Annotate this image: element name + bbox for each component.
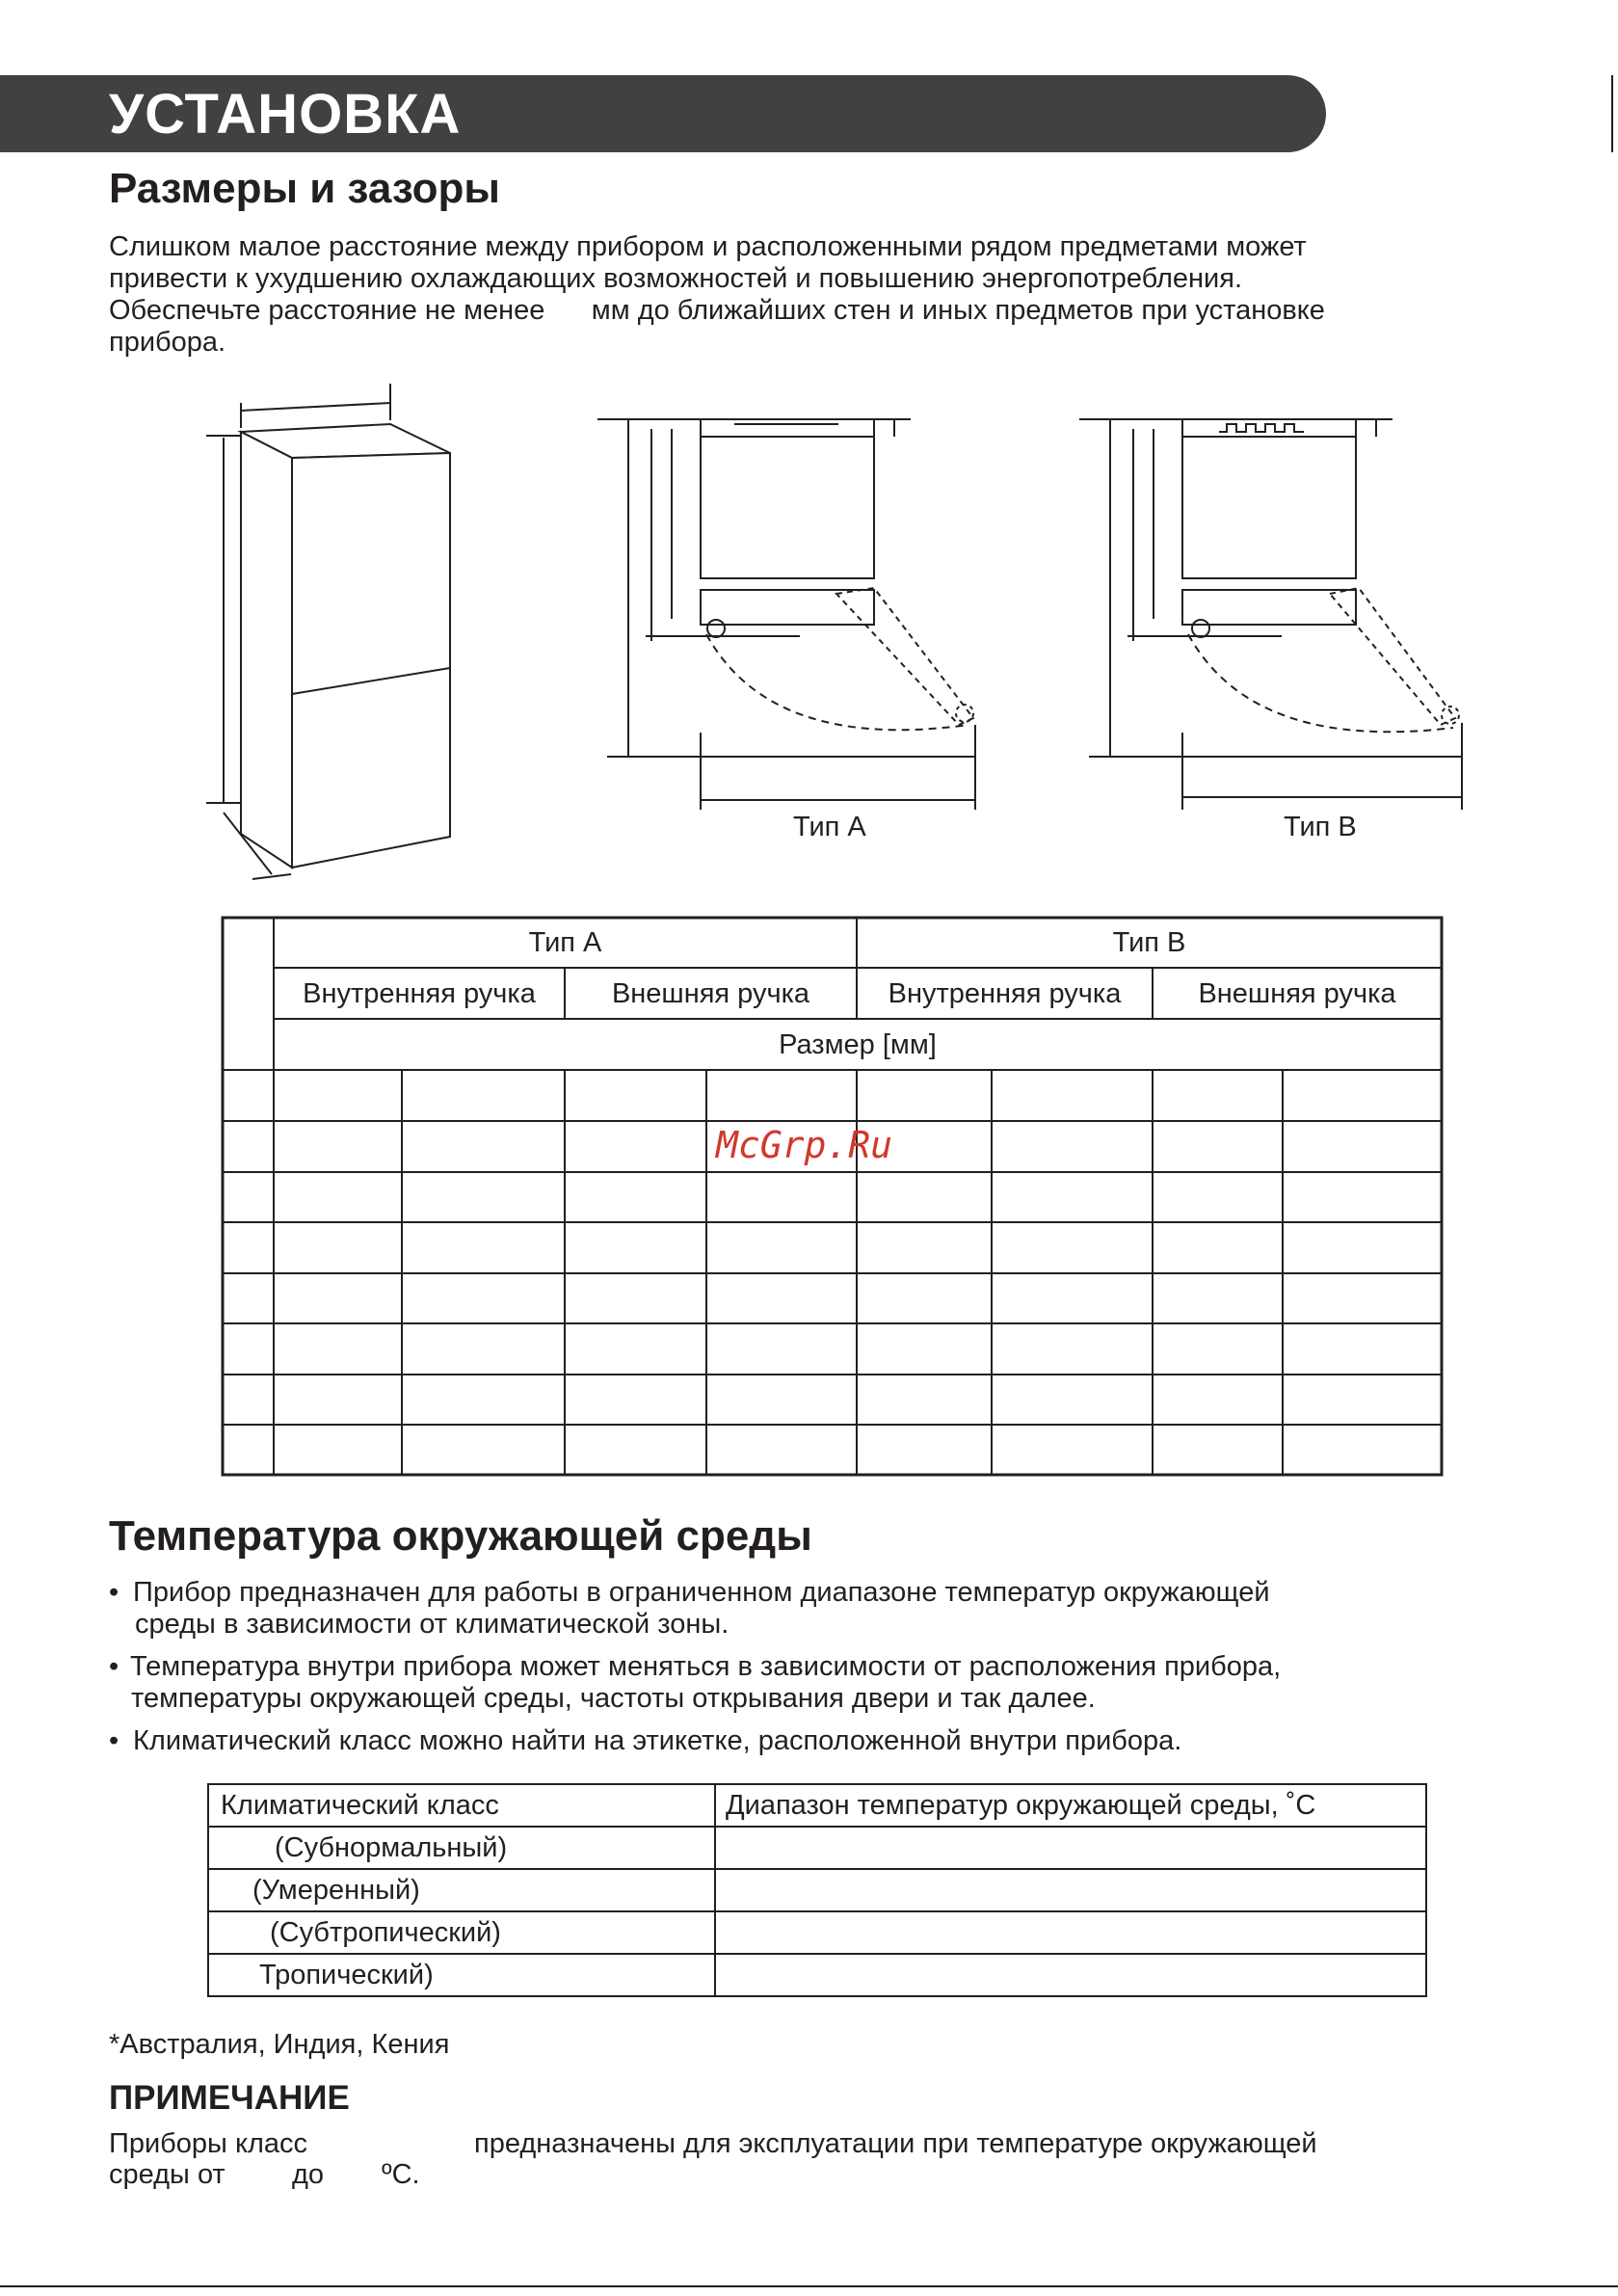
table-row bbox=[208, 1784, 1426, 1827]
note-line1-left: Приборы класс bbox=[109, 2128, 308, 2159]
note-line1-right: предназначены для эксплуатации при температуре окружающей bbox=[474, 2128, 1317, 2159]
table-subheader: Внутренняя ручка bbox=[303, 978, 536, 1009]
climate-class-cell: (Субтропический) bbox=[208, 1911, 715, 1954]
temperature-range-cell bbox=[715, 1954, 1426, 1996]
page-title: УСТАНОВКА bbox=[109, 83, 462, 146]
temperature-range-cell bbox=[715, 1827, 1426, 1869]
footnote: *Австралия, Индия, Кения bbox=[109, 2029, 450, 2060]
table-row bbox=[208, 1827, 1426, 1869]
diagram-label-type-a: Тип A bbox=[793, 812, 866, 842]
table-subheader: Внешняя ручка bbox=[1198, 978, 1396, 1009]
bullet-icon: • bbox=[109, 1651, 119, 1682]
climate-class-cell: Тропический) bbox=[208, 1954, 715, 1996]
table-size-row: Размер [мм] bbox=[779, 1029, 937, 1060]
table-subheader: Внутренняя ручка bbox=[888, 978, 1122, 1009]
paragraph-line: Обеспечьте расстояние не менее мм до ближайших стен и иных предметов при установке bbox=[109, 295, 1325, 326]
table-header-cell: Диапазон температур окружающей среды, ˚C bbox=[715, 1784, 1426, 1827]
section-heading-ambient-temperature: Температура окружающей среды bbox=[109, 1512, 812, 1560]
table-header-cell: Климатический класс bbox=[208, 1784, 715, 1827]
table-subheader: Внешняя ручка bbox=[611, 978, 810, 1009]
section-heading-dimensions: Размеры и зазоры bbox=[109, 165, 500, 212]
paragraph-line: прибора. bbox=[109, 327, 226, 358]
bullet-icon: • bbox=[109, 1725, 119, 1756]
note-line2-part: ºC. bbox=[382, 2159, 420, 2190]
paragraph-line: привести к ухудшению охлаждающих возможностей и повышению энергопотребления. bbox=[109, 263, 1243, 294]
bullet-item: • Прибор предназначен для работы в ограниченном диапазоне температур окружающей среды в зависимости от климатической зоны. bbox=[109, 1577, 1270, 1640]
table-row bbox=[208, 1954, 1426, 1996]
note-line2-part: среды от bbox=[109, 2159, 225, 2190]
climate-class-cell: (Умеренный) bbox=[208, 1869, 715, 1911]
temperature-range-cell bbox=[715, 1869, 1426, 1911]
temperature-range-cell bbox=[715, 1911, 1426, 1954]
footer-rule bbox=[0, 2285, 1618, 2287]
climate-class-table bbox=[207, 1783, 1427, 1997]
table-header-type-b: Тип B bbox=[1112, 927, 1186, 958]
bullet-icon: • bbox=[109, 1577, 119, 1608]
bullet-item: • Температура внутри прибора может меняться в зависимости от расположения прибора, температуры окружающей среды, частоты открывания двери и так далее. bbox=[109, 1651, 1282, 1714]
table-row bbox=[208, 1911, 1426, 1954]
table-row bbox=[208, 1869, 1426, 1911]
watermark: McGrp.Ru bbox=[716, 1124, 893, 1166]
note-heading: ПРИМЕЧАНИЕ bbox=[109, 2079, 350, 2117]
paragraph-line: Слишком малое расстояние между прибором и расположенными рядом предметами может bbox=[109, 231, 1307, 262]
bullet-item: • Климатический класс можно найти на этикетке, расположенной внутри прибора. bbox=[109, 1725, 1182, 1756]
diagram-label-type-b: Тип B bbox=[1284, 812, 1357, 842]
note-line2-part: до bbox=[292, 2159, 325, 2190]
table-header-type-a: Тип A bbox=[528, 927, 602, 958]
climate-class-cell: (Субнормальный) bbox=[208, 1827, 715, 1869]
